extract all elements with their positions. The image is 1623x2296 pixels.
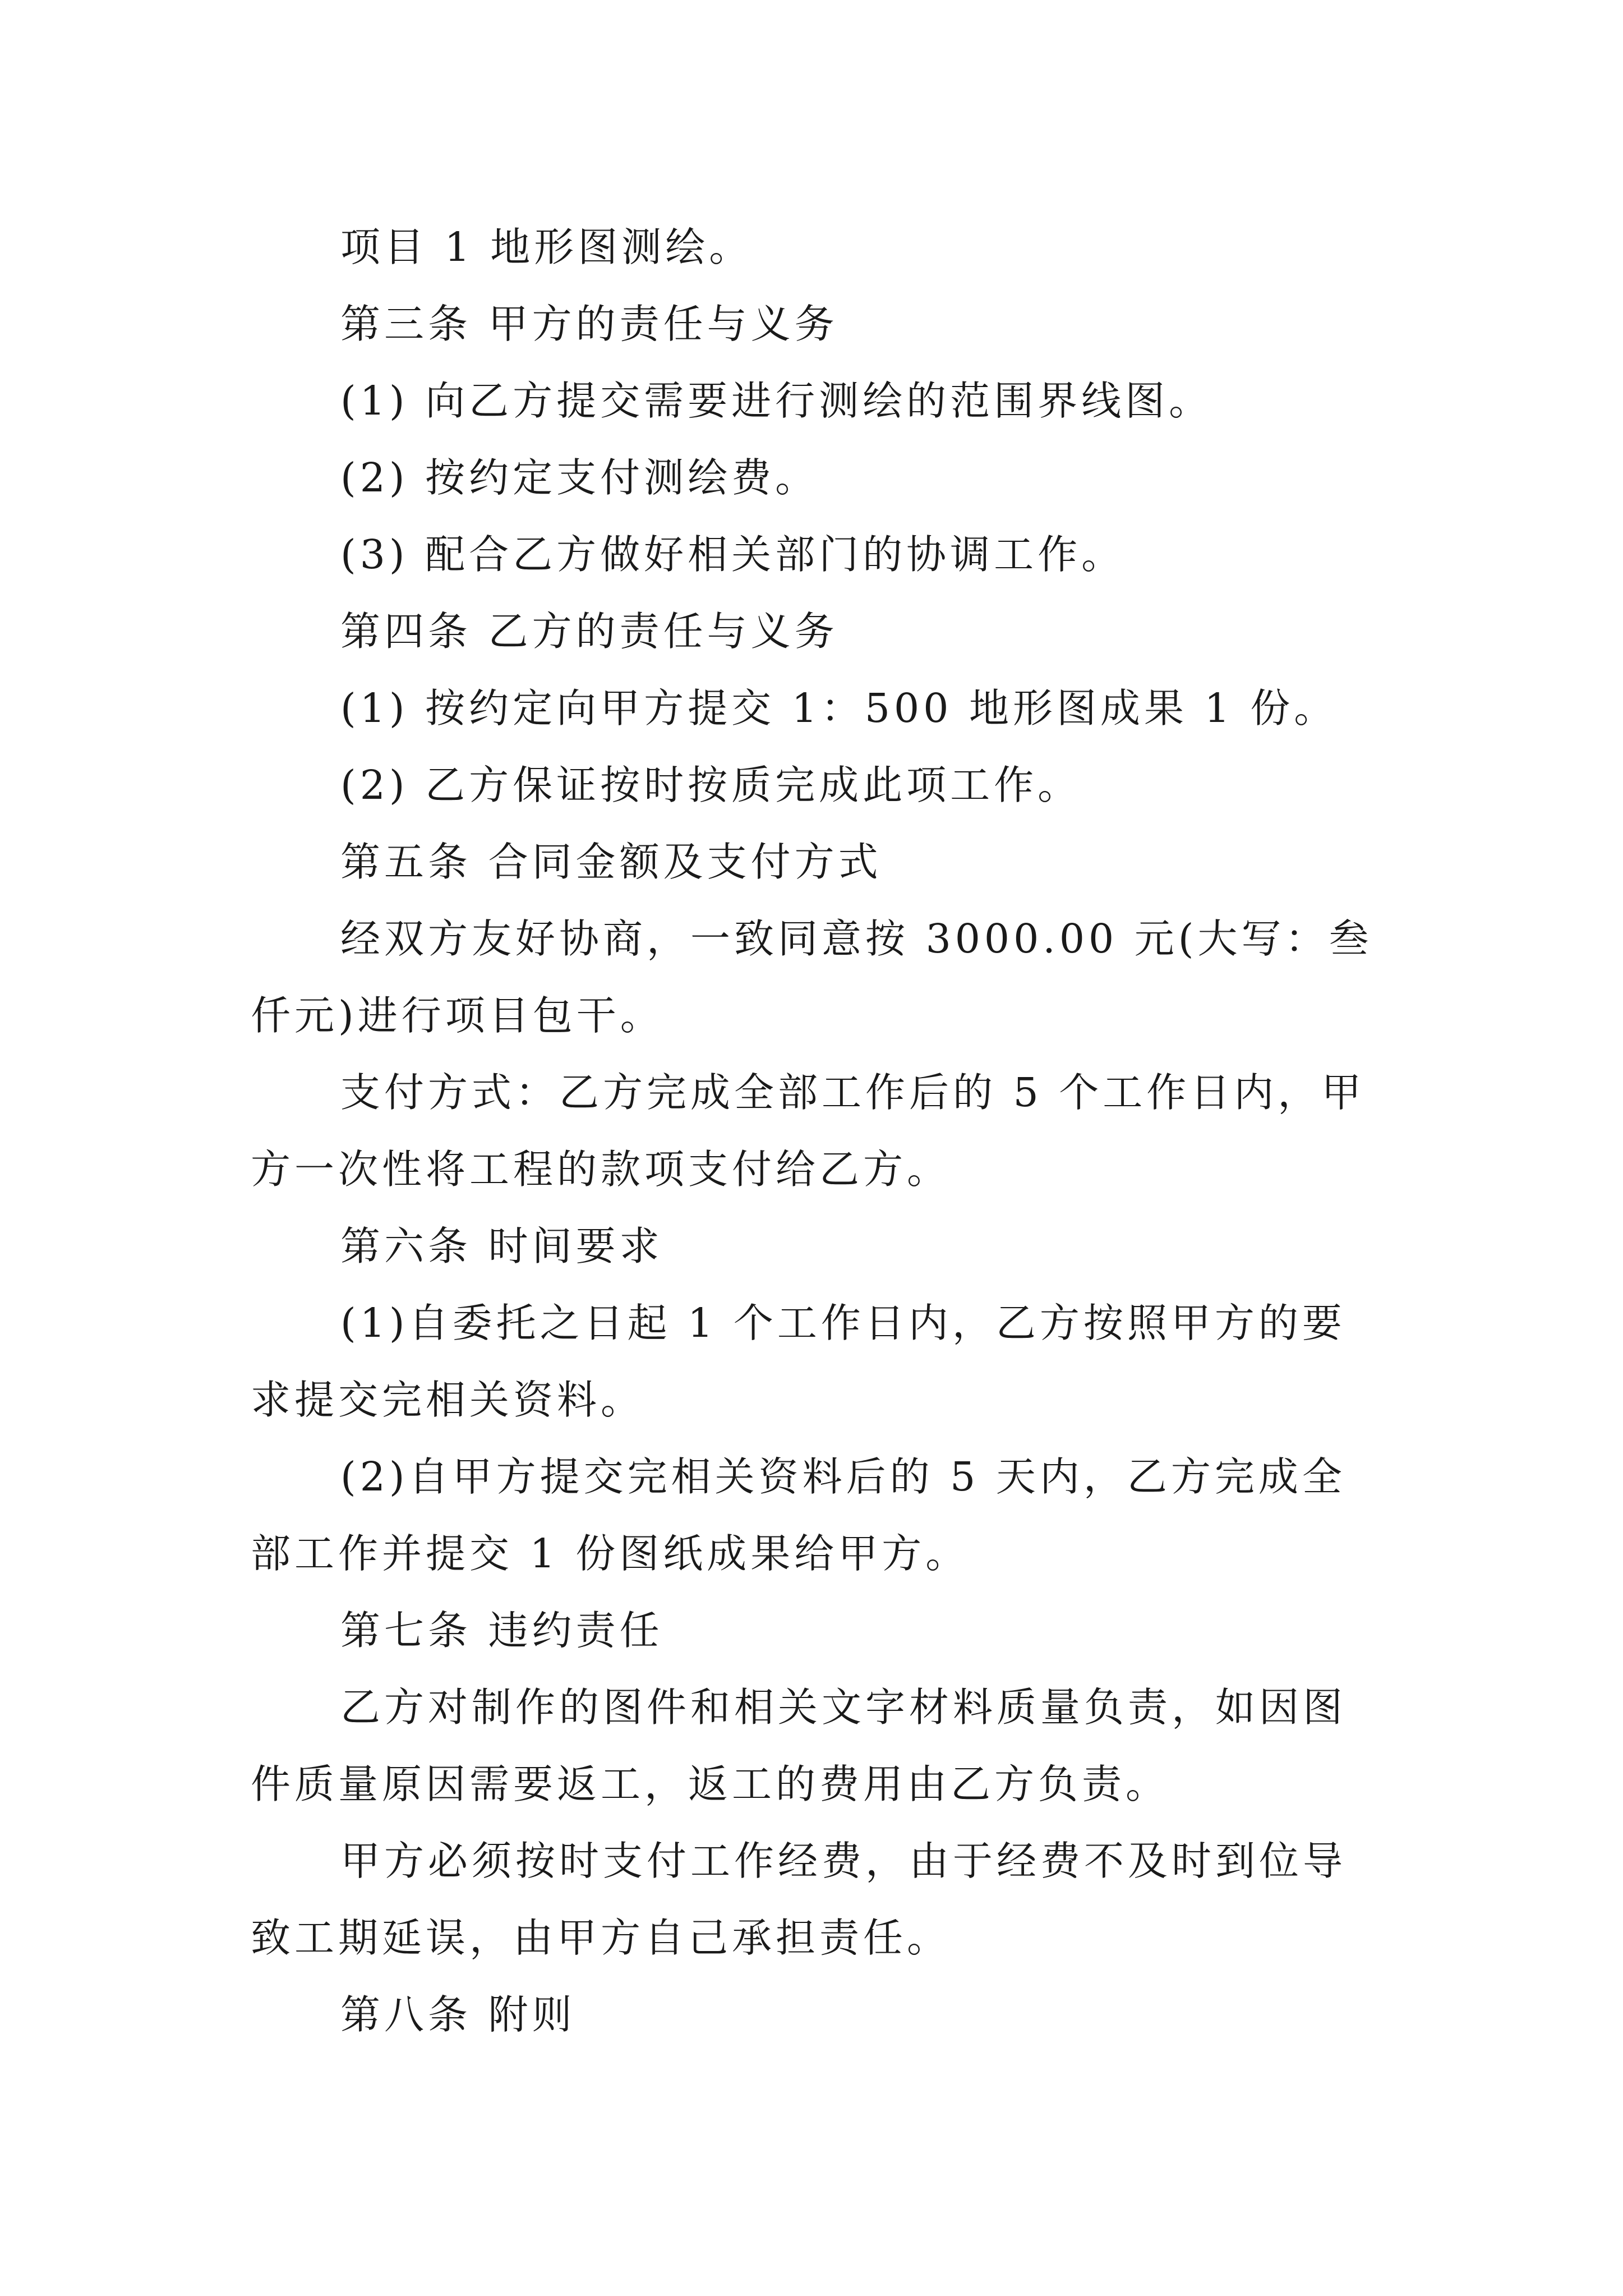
clause-6-2: (2)自甲方提交完相关资料后的 5 天内，乙方完成全部工作并提交 1 份图纸成果给甲方。 — [251, 1453, 1346, 1577]
heading-article-7: 第七条 违约责任 — [340, 1607, 663, 1654]
heading-article-5: 第五条 合同金额及支付方式 — [340, 839, 882, 885]
contract-amount-paragraph: 经双方友好协商，一致同意按 3000.00 元(大写：叁仟元)进行项目包干。 — [251, 915, 1373, 1039]
heading-article-8: 第八条 附则 — [340, 1991, 576, 2038]
clause-4-2: (2) 乙方保证按时按质完成此项工作。 — [340, 762, 1082, 808]
document-body — [251, 209, 1378, 2053]
clause-6-1: (1)自委托之日起 1 个工作日内，乙方按照甲方的要求提交完相关资料。 — [251, 1300, 1346, 1423]
clause-3-2: (2) 按约定支付测绘费。 — [340, 454, 819, 501]
heading-article-4: 第四条 乙方的责任与义务 — [340, 608, 838, 655]
liability-paragraph-party-b: 乙方对制作的图件和相关文字材料质量负责，如因图件质量原因需要返工，返工的费用由乙方负责。 — [251, 1684, 1347, 1807]
payment-method-paragraph: 支付方式：乙方完成全部工作后的 5 个工作日内，甲方一次性将工程的款项支付给乙方。 — [251, 1069, 1366, 1193]
liability-paragraph-party-a: 甲方必须按时支付工作经费，由于经费不及时到位导致工期延误，由甲方自己承担责任。 — [251, 1838, 1347, 1961]
clause-4-1: (1) 按约定向甲方提交 1：500 地形图成果 1 份。 — [340, 685, 1338, 731]
clause-3-3: (3) 配合乙方做好相关部门的协调工作。 — [340, 531, 1126, 578]
paragraph-project-item: 项目 1 地形图测绘。 — [340, 224, 753, 270]
heading-article-6: 第六条 时间要求 — [340, 1223, 663, 1269]
heading-article-3: 第三条 甲方的责任与义务 — [340, 301, 838, 347]
clause-3-1: (1) 向乙方提交需要进行测绘的范围界线图。 — [340, 378, 1213, 424]
